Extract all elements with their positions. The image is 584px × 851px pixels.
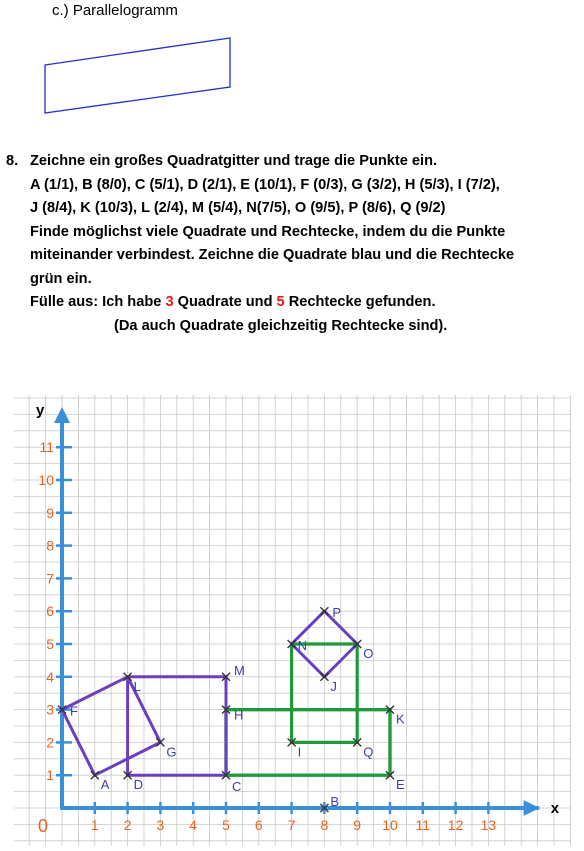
y-tick-label: 3 — [46, 701, 54, 718]
point-label: E — [396, 777, 405, 793]
x-tick-label: 12 — [447, 817, 464, 833]
heading-parallelogramm: c.) Parallelogramm — [52, 2, 178, 19]
point-label: I — [297, 744, 302, 760]
point-label: M — [234, 662, 245, 678]
y-tick-label: 7 — [46, 570, 54, 587]
x-tick-label: 11 — [415, 817, 431, 833]
task-body — [30, 150, 582, 338]
y-axis-arrow — [54, 407, 70, 423]
task-line-4: Finde möglichst viele Quadrate und Rechtecke, indem du die Punkte — [30, 223, 506, 240]
task-line-5: miteinander verbindest. Zeichne die Quadrate blau und die Rechtecke — [30, 247, 515, 263]
point-label: Q — [363, 744, 374, 760]
point-label: O — [363, 646, 374, 661]
x-tick-label: 8 — [320, 817, 329, 833]
fill-middle: Quadrate und — [173, 294, 277, 310]
task-points-line-2: J (8/4), K (10/3), L (2/4), M (5/4), N(7/5), O (9/5), P (8/6), Q (9/2) — [30, 200, 446, 216]
task-number: 8. — [6, 153, 19, 169]
rectangles-count: 5 — [276, 294, 285, 310]
fill-suffix: Rechtecke gefunden. — [284, 294, 436, 310]
point-label: D — [133, 777, 143, 793]
task-note: (Da auch Quadrate gleichzeitig Rechtecke sind). — [114, 317, 448, 334]
y-tick-label: 2 — [46, 734, 54, 751]
x-tick-label: 6 — [254, 817, 263, 833]
coordinate-graph — [14, 395, 571, 846]
y-tick-label: 10 — [38, 472, 54, 488]
x-tick-label: 10 — [382, 817, 398, 833]
x-tick-label: 5 — [222, 817, 230, 833]
squares-count: 3 — [165, 294, 174, 310]
point-label: B — [330, 794, 340, 809]
task-line-1: Zeichne ein großes Quadratgitter und trage die Punkte ein. — [30, 153, 438, 169]
y-tick-label: 8 — [46, 537, 54, 554]
point-label: A — [100, 777, 110, 793]
x-tick-label: 2 — [123, 817, 132, 833]
parallelogram-shape — [45, 38, 230, 113]
y-tick-label: 9 — [46, 504, 54, 521]
origin-label: 0 — [38, 816, 49, 836]
task-8 — [6, 150, 582, 338]
y-tick-label: 5 — [46, 636, 54, 652]
point-label: N — [297, 638, 307, 653]
x-tick-label: 1 — [90, 817, 99, 833]
point-label: F — [70, 703, 78, 719]
y-axis-label: y — [36, 402, 45, 419]
point-label: L — [133, 678, 141, 694]
coordinate-grid-sheet — [14, 395, 571, 846]
parallelogram-figure — [0, 30, 260, 120]
fill-in-sentence — [30, 291, 582, 315]
x-axis-label: x — [550, 800, 560, 817]
point-label: G — [166, 744, 177, 760]
y-tick-label: 1 — [46, 767, 54, 784]
task-points-line-1: A (1/1), B (8/0), C (5/1), D (2/1), E (10/1), F (0/3), G (3/2), H (5/3), I (7/2), — [30, 176, 500, 193]
y-tick-label: 11 — [39, 439, 54, 456]
y-tick-label: 6 — [46, 603, 54, 620]
point-label: C — [232, 779, 242, 795]
point-label: H — [234, 707, 244, 723]
x-tick-label: 7 — [287, 817, 296, 833]
x-tick-label: 13 — [480, 817, 497, 833]
fill-prefix: Fülle aus: Ich habe — [30, 294, 166, 310]
point-label: K — [396, 711, 405, 727]
x-tick-label: 4 — [189, 817, 198, 833]
point-label: P — [332, 605, 342, 621]
point-label: J — [330, 678, 337, 694]
x-tick-label: 9 — [353, 817, 362, 833]
y-tick-label: 4 — [46, 668, 54, 685]
task-line-6: grün ein. — [30, 270, 92, 287]
x-tick-label: 3 — [156, 817, 165, 833]
